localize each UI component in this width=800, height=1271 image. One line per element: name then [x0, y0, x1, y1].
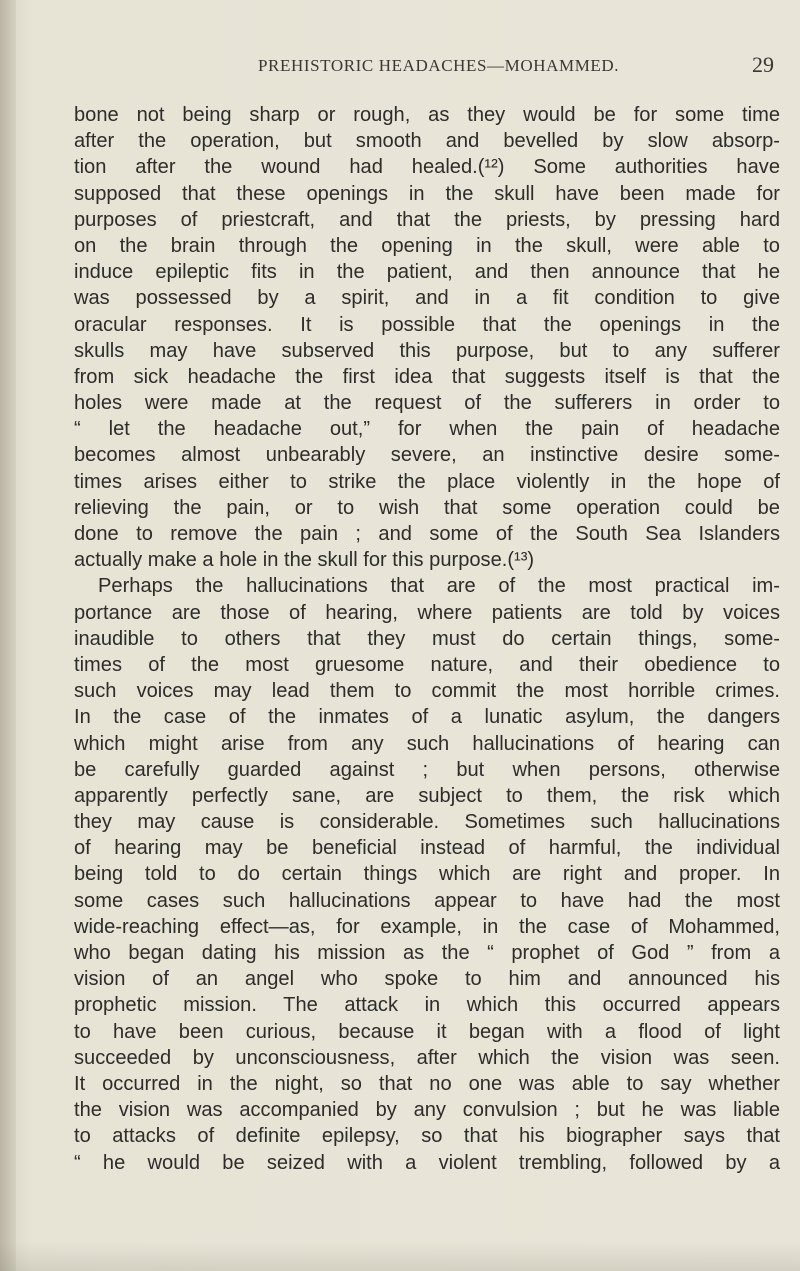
text-line: times of the most gruesome nature, and their obedience to [74, 653, 780, 676]
text-line: skulls may have subserved this purpose, but to any sufferer [74, 339, 780, 362]
text-line: being told to do certain things which are right and proper. In [74, 863, 780, 886]
text-line: In the case of the inmates of a lunatic asylum, the dangers [74, 706, 780, 729]
text-line: the vision was accompanied by any convulsion ; but he was liable [74, 1099, 780, 1122]
text-line: some cases such hallucinations appear to have had the most [74, 889, 780, 912]
running-head-title: PREHISTORIC HEADACHES—MOHAMMED. [258, 56, 620, 75]
text-line: of hearing may be beneficial instead of harmful, the individual [74, 837, 780, 860]
text-line: to attacks of definite epilepsy, so that his biographer says that [74, 1125, 780, 1148]
text-line: to have been curious, because it began with a flood of light [74, 1020, 780, 1043]
text-line: It occurred in the night, so that no one was able to say whether [74, 1072, 780, 1095]
text-line: holes were made at the request of the sufferers in order to [74, 392, 780, 415]
text-line: becomes almost unbearably severe, an instinctive desire some- [74, 444, 780, 467]
text-line: actually make a hole in the skull for this purpose.(¹³) [74, 549, 535, 572]
text-line: bone not being sharp or rough, as they would be for some time [74, 104, 780, 126]
text-line: such voices may lead them to commit the most horrible crimes. [74, 680, 780, 703]
text-line: times arises either to strike the place violently in the hope of [74, 470, 780, 493]
text-line: portance are those of hearing, where patients are told by voices [74, 601, 780, 624]
text-line: supposed that these openings in the skull have been made for [74, 182, 780, 205]
text-line: prophetic mission. The attack in which this occurred appears [74, 994, 780, 1017]
text-line: “ let the headache out,” for when the pain of headache [74, 418, 780, 441]
page-number: 29 [752, 52, 774, 77]
text-line: “ he would be seized with a violent trembling, followed by a [74, 1151, 780, 1174]
text-line-paragraph-start: Perhaps the hallucinations that are of the most practical im- [98, 575, 780, 598]
text-line: tion after the wound had healed.(¹²) Some authorities have [74, 156, 780, 179]
text-line: apparently perfectly sane, are subject to them, the risk which [74, 784, 780, 807]
text-line: purposes of priestcraft, and that the priests, by pressing hard [74, 208, 780, 231]
text-line: from sick headache the first idea that suggests itself is that the [74, 365, 780, 388]
text-line: oracular responses. It is possible that the openings in the [74, 313, 780, 336]
text-line: wide-reaching effect—as, for example, in the case of Mohammed, [74, 915, 780, 938]
text-line: which might arise from any such hallucinations of hearing can [74, 732, 780, 755]
text-line: done to remove the pain ; and some of the South Sea Islanders [74, 523, 780, 545]
text-line: on the brain through the opening in the skull, were able to [74, 234, 780, 257]
text-line: inaudible to others that they must do certain things, some- [74, 627, 780, 650]
page-bottom-shadow [0, 1241, 800, 1271]
text-line: they may cause is considerable. Sometimes such hallucinations [74, 811, 780, 834]
text-line: was possessed by a spirit, and in a fit condition to give [74, 287, 780, 310]
text-line: vision of an angel who spoke to him and announced his [74, 968, 780, 991]
running-head [150, 44, 780, 84]
text-line: after the operation, but smooth and bevelled by slow absorp- [74, 130, 780, 153]
page-spine-shadow [0, 0, 16, 1271]
text-line: induce epileptic fits in the patient, and then announce that he [74, 261, 780, 284]
text-line: be carefully guarded against ; but when persons, otherwise [74, 758, 780, 781]
text-line: who began dating his mission as the “ prophet of God ” from a [74, 942, 780, 964]
text-line: succeeded by unconsciousness, after which the vision was seen. [74, 1046, 780, 1069]
body-text [74, 102, 780, 1176]
text-line: relieving the pain, or to wish that some operation could be [74, 496, 780, 519]
